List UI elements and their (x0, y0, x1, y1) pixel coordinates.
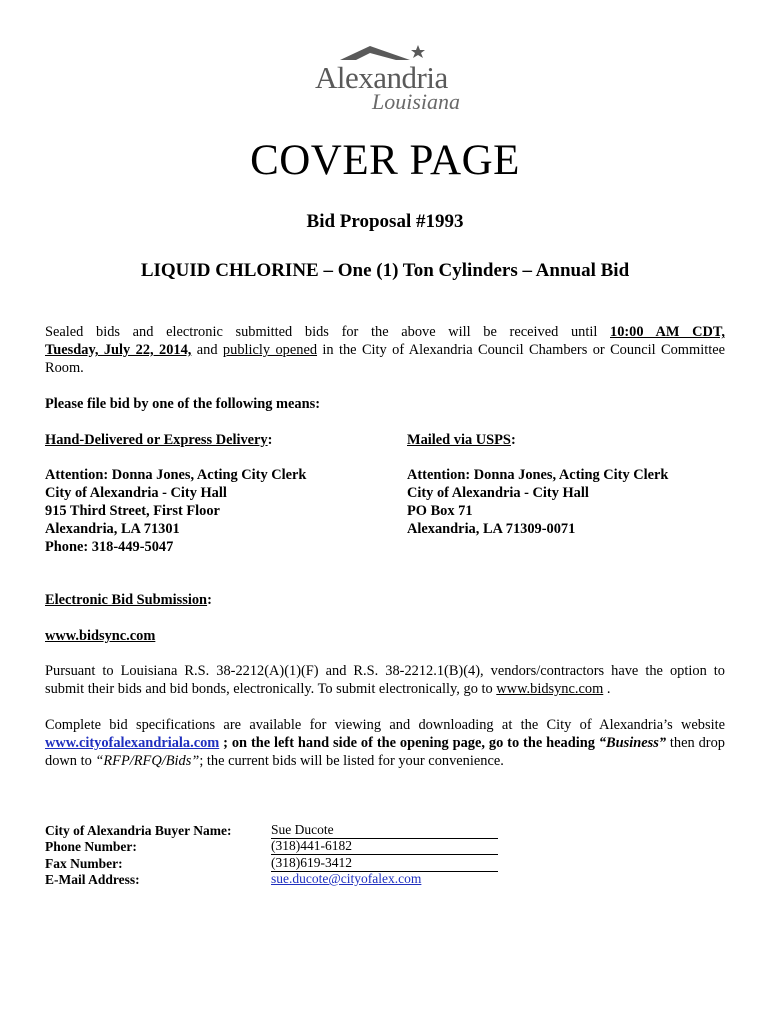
mail-line: Alexandria, LA 71309-0071 (407, 521, 576, 537)
intro-text: and (191, 342, 223, 358)
electronic-heading: Electronic Bid Submission: (45, 592, 212, 608)
logo-script: Louisiana (372, 89, 461, 114)
bid-number: Bid Proposal #1993 (306, 211, 464, 232)
business-heading-ref: “Business” (598, 735, 667, 751)
bid-subject: LIQUID CHLORINE – One (1) Ton Cylinders – Annual Bid (140, 260, 630, 281)
pursuant-end: . (603, 681, 611, 697)
bidsync-link-inline[interactable]: www.bidsync.com (496, 681, 604, 697)
email-link[interactable]: sue.ducote@cityofalex.com (271, 871, 422, 886)
phone-label: Phone Number: (45, 839, 137, 854)
hand-line: Phone: 318-449-5047 (45, 539, 174, 555)
specs-text: then drop down to (45, 735, 725, 769)
mail-label: Mailed via USPS (407, 432, 511, 448)
deadline-date: Tuesday, July 22, 2014, (45, 342, 192, 358)
hand-delivery-heading: Hand-Delivered or Express Delivery: (45, 432, 273, 448)
mail-heading: Mailed via USPS: (407, 432, 516, 448)
fax-value: (318)619-3412 (271, 855, 498, 872)
deadline-time: 10:00 AM CDT, (610, 324, 725, 340)
file-by-heading: Please file bid by one of the following means: (45, 396, 321, 412)
buyer-name-label: City of Alexandria Buyer Name: (45, 823, 232, 838)
phone-value: (318)441-6182 (271, 838, 498, 855)
opened-text: publicly opened (222, 342, 318, 358)
fax-label: Fax Number: (45, 856, 123, 871)
pursuant-paragraph (45, 662, 725, 698)
city-logo (300, 40, 470, 118)
bidsync-link[interactable]: www.bidsync.com (45, 628, 156, 644)
specs-text: ; on the left hand side of the opening page, go to the heading (219, 735, 599, 751)
city-website-link[interactable]: www.cityofalexandriala.com (45, 735, 220, 751)
specs-text: ; the current bids will be listed for your convenience. (199, 753, 504, 769)
page-title: COVER PAGE (250, 137, 520, 184)
hand-line: City of Alexandria - City Hall (45, 485, 227, 501)
rfp-ref: “RFP/RFQ/Bids” (95, 753, 200, 769)
mail-line: Attention: Donna Jones, Acting City Clerk (407, 467, 669, 483)
hand-line: 915 Third Street, First Floor (45, 503, 220, 519)
buyer-name-value: Sue Ducote (271, 822, 498, 839)
specs-text: Complete bid specifications are available for viewing and downloading at the City of Alexandria’s website (45, 717, 725, 733)
email-label: E-Mail Address: (45, 872, 140, 887)
intro-text: in the City of Alexandria Council Chambers or Council Committee Room. (45, 342, 725, 376)
mail-line: City of Alexandria - City Hall (407, 485, 589, 501)
hand-line: Attention: Donna Jones, Acting City Clerk (45, 467, 307, 483)
specs-paragraph (45, 716, 725, 770)
pursuant-text: Pursuant to Louisiana R.S. 38-2212(A)(1)(F) and R.S. 38-2212.1(B)(4), vendors/contractors have the option to submit their bids and bid bonds, electronically. To submit electronically, go to (45, 663, 725, 697)
electronic-label: Electronic Bid Submission (45, 592, 208, 608)
logo-wordmark: Alexandria (315, 60, 448, 95)
mail-line: PO Box 71 (407, 503, 473, 519)
hand-delivery-label: Hand-Delivered or Express Delivery (45, 432, 268, 448)
intro-paragraph-cont (45, 341, 725, 377)
hand-line: Alexandria, LA 71301 (45, 521, 180, 537)
intro-text: Sealed bids and electronic submitted bids for the above will be received until (45, 324, 610, 340)
intro-paragraph (45, 323, 725, 341)
